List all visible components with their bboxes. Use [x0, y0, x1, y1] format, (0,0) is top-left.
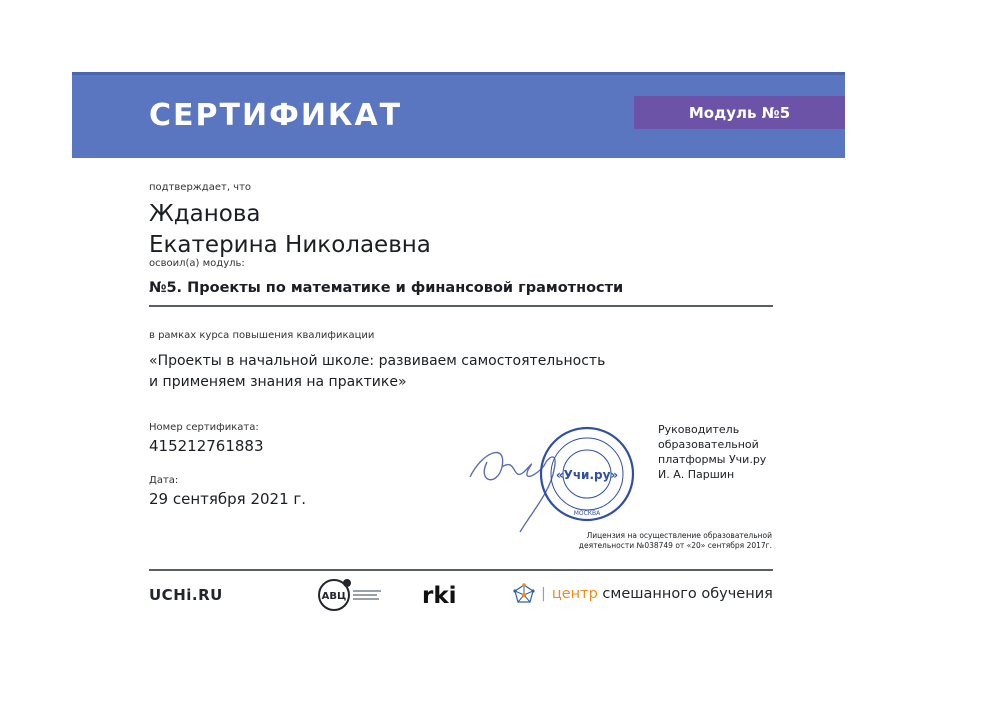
center-logo-rest: смешанного обучения: [597, 586, 773, 602]
avc-logo: [317, 578, 387, 616]
certificate-number: 415212761883: [149, 437, 264, 455]
avc-caption-line: [353, 594, 377, 596]
module-badge: Модуль №5: [634, 96, 845, 129]
rki-logo: [422, 584, 480, 610]
signatory-line1: Руководитель: [658, 423, 740, 436]
center-logo-prefix: центр: [551, 586, 598, 602]
license-line1: Лицензия на осуществление образовательной: [586, 531, 772, 540]
avc-dot: [343, 579, 351, 587]
divider: [149, 305, 773, 307]
uchi-logo: UCHi.RU: [149, 586, 223, 604]
course-title-line2: и применяем знания на практике»: [149, 374, 407, 390]
stamp-city: МОСКВА: [573, 510, 601, 517]
signatory-line4: И. А. Паршин: [658, 468, 735, 481]
recipient-given-names: Екатерина Николаевна: [149, 232, 431, 258]
certificate-header: [72, 72, 845, 158]
stamp-center-text: «Учи.ру»: [555, 468, 619, 482]
license: [572, 531, 772, 551]
certificate-number-label: Номер сертификата:: [149, 422, 259, 433]
header-top-line: [72, 72, 845, 75]
signatory: [658, 422, 766, 482]
logo-separator: |: [541, 586, 546, 602]
date-label: Дата:: [149, 475, 179, 486]
avc-logo-svg: [317, 578, 387, 612]
avc-caption-line: [353, 590, 381, 592]
recipient-surname: Жданова: [149, 201, 261, 227]
course-label: в рамках курса повышения квалификации: [149, 330, 375, 341]
rki-text: rki: [422, 584, 457, 606]
center-logo-text: [552, 586, 773, 602]
module-title: №5. Проекты по математике и финансовой грамотности: [149, 280, 624, 296]
footer-divider: [149, 569, 773, 571]
course-title: [149, 351, 605, 393]
course-title-line1: «Проекты в начальной школе: развиваем самостоятельность: [149, 353, 606, 369]
avc-text: АВЦ: [321, 591, 347, 602]
certificate: [72, 72, 845, 620]
network-icon: [513, 583, 535, 605]
license-line2: деятельности №038749 от «20» сентября 2017г.: [578, 541, 772, 550]
avc-caption-line: [353, 598, 379, 600]
signatory-line3: платформы Учи.ру: [658, 453, 767, 466]
rki-logo-svg: [422, 584, 480, 606]
signatory-line2: образовательной: [658, 438, 759, 451]
recipient-name: [149, 199, 431, 261]
confirms-label: подтверждает, что: [149, 182, 252, 193]
certificate-date: 29 сентября 2021 г.: [149, 490, 307, 508]
certificate-title: СЕРТИФИКАТ: [149, 98, 403, 133]
blended-learning-center-logo: [513, 583, 773, 605]
completed-label: освоил(а) модуль:: [149, 258, 245, 269]
